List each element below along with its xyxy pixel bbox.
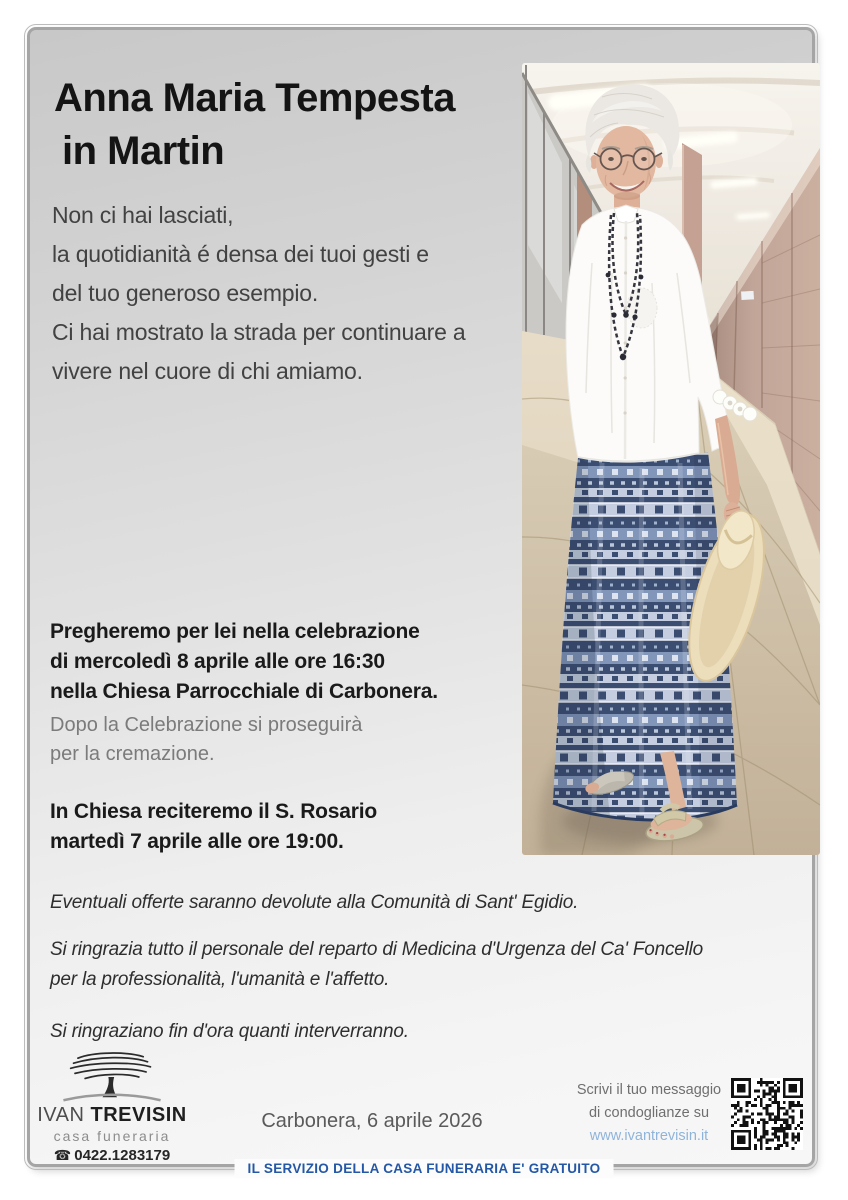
rosary-details [50, 797, 377, 857]
tree-logo-icon [57, 1048, 167, 1106]
footer-note: IL SERVIZIO DELLA CASA FUNERARIA E' GRATUITO [235, 1159, 614, 1178]
funeral-home-subtitle: casa funeraria [53, 1128, 171, 1144]
deceased-name [54, 72, 455, 178]
rosary-line: In Chiesa reciteremo il S. Rosario [50, 800, 377, 823]
offerings-note: Eventuali offerte saranno devolute alla Comunità di Sant' Egidio. [50, 892, 579, 913]
place-and-date: Carbonera, 6 aprile 2026 [261, 1110, 483, 1132]
funeral-home-phone: ☎ 0422.1283179 [53, 1147, 171, 1164]
cremation-line: per la cremazione. [50, 743, 215, 765]
funeral-home-logo [33, 1048, 191, 1164]
celebration-line: di mercoledì 8 aprile alle ore 16:30 [50, 650, 385, 673]
deceased-name-line2: in Martin [62, 129, 225, 173]
memorial-line: vivere nel cuore di chi amiamo. [52, 358, 363, 384]
portrait-photo [522, 63, 820, 855]
memorial-poem [52, 196, 465, 391]
acknowledgements [50, 888, 703, 1047]
memorial-line: la quotidianità é densa dei tuoi gesti e [52, 241, 429, 267]
memorial-line: Ci hai mostrato la strada per continuare a [52, 319, 466, 345]
cremation-line: Dopo la Celebrazione si proseguirà [50, 714, 363, 736]
qr-code [731, 1078, 803, 1150]
portrait-photo-graphic [522, 63, 820, 855]
website-link[interactable]: www.ivantrevisin.it [589, 1128, 709, 1144]
rosary-line: martedì 7 aprile alle ore 19:00. [50, 830, 344, 853]
hospital-thanks: Si ringrazia tutto il personale del reparto di Medicina d'Urgenza del Ca' Foncello per la professionalità, l'umanità e l'affetto. [50, 939, 704, 990]
attendees-thanks: Si ringraziano fin d'ora quanti interverranno. [50, 1021, 409, 1042]
memorial-line: del tuo generoso esempio. [52, 280, 319, 306]
cremation-note [50, 711, 362, 769]
deceased-name-line1: Anna Maria Tempesta [54, 76, 455, 120]
phone-icon: ☎ [53, 1148, 72, 1164]
celebration-details [50, 617, 438, 707]
celebration-line: nella Chiesa Parrocchiale di Carbonera. [50, 680, 438, 703]
memorial-line: Non ci hai lasciati, [52, 202, 234, 228]
celebration-line: Pregheremo per lei nella celebrazione [50, 620, 420, 643]
funeral-home-name: IVAN TREVISIN [37, 1104, 187, 1126]
condolences-note: Scrivi il tuo messaggio di condoglianze su www.ivantrevisin.it [564, 1079, 734, 1148]
